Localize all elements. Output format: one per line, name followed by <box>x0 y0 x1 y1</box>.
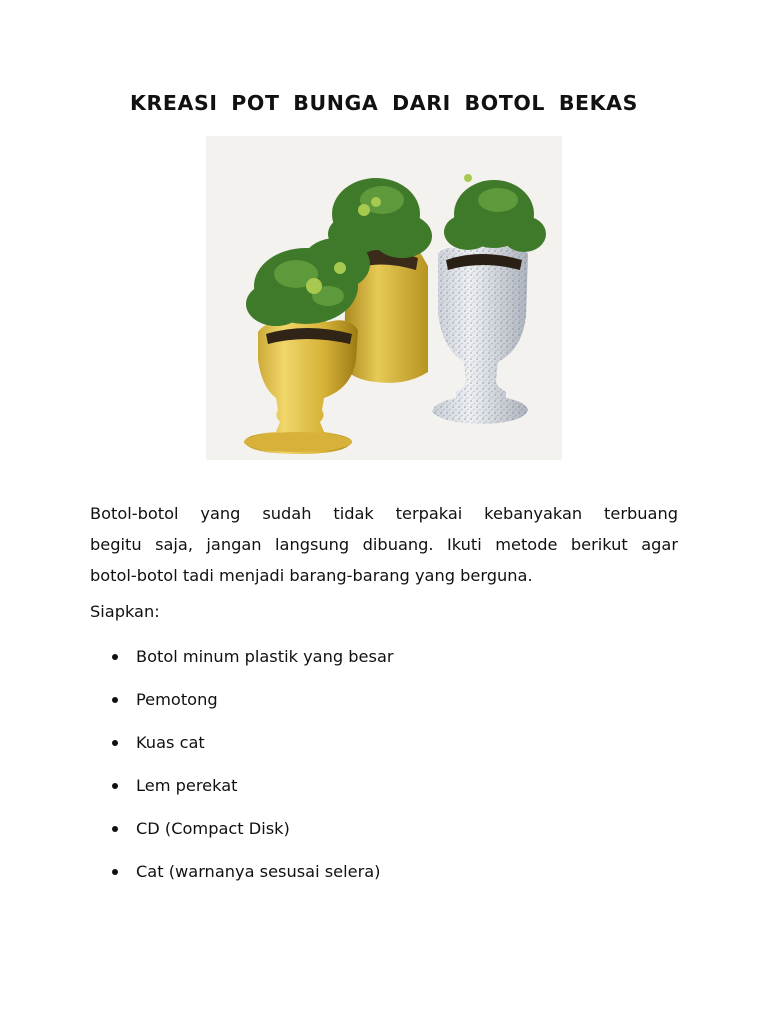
list-item <box>90 815 394 858</box>
list-item <box>90 729 394 772</box>
list-item <box>90 643 394 686</box>
list-item-label: Botol minum plastik yang besar <box>136 647 394 666</box>
bullet-icon <box>112 740 118 746</box>
intro-paragraph <box>90 498 678 591</box>
page-title: KREASI POT BUNGA DARI BOTOL BEKAS <box>130 91 638 115</box>
bullet-icon <box>112 826 118 832</box>
bullet-icon <box>112 783 118 789</box>
materials-list <box>90 643 394 901</box>
list-item <box>90 686 394 729</box>
plant-pots-photo <box>206 136 562 460</box>
paragraph-line: botol-botol tadi menjadi barang-barang yang berguna. <box>90 566 533 585</box>
list-item-label: CD (Compact Disk) <box>136 819 290 838</box>
prepare-label: Siapkan: <box>90 602 160 621</box>
list-item-label: Cat (warnanya sesusai selera) <box>136 862 381 881</box>
paragraph-line: Botol-botol yang sudah tidak terpakai kebanyakan terbuang <box>90 504 678 523</box>
list-item <box>90 858 394 901</box>
list-item <box>90 772 394 815</box>
bullet-icon <box>112 697 118 703</box>
list-item-label: Kuas cat <box>136 733 205 752</box>
bullet-icon <box>112 869 118 875</box>
paragraph-line: begitu saja, jangan langsung dibuang. Ikuti metode berikut agar <box>90 535 678 554</box>
bullet-icon <box>112 654 118 660</box>
list-item-label: Lem perekat <box>136 776 238 795</box>
list-item-label: Pemotong <box>136 690 218 709</box>
